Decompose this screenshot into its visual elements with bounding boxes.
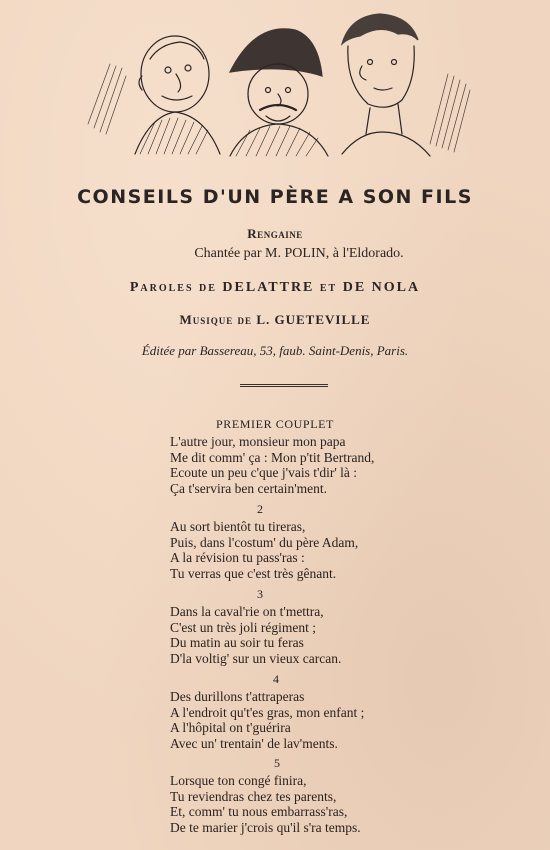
verse-line: Avec un' trentain' de lav'ments.: [170, 735, 338, 751]
verse-4: [170, 689, 490, 751]
verse-1: [170, 434, 490, 496]
verse-5: [170, 773, 490, 835]
verse-3: [170, 604, 490, 666]
verse-line: Tu verras que c'est très gênant.: [170, 565, 337, 581]
publisher-credit: Éditée par Bassereau, 53, faub. Saint-Denis, Paris.: [141, 343, 409, 358]
performer-credit: Chantée par M. POLIN, à l'Eldorado.: [194, 246, 404, 261]
verse-line: Des durillons t'attraperas: [170, 689, 305, 704]
verse-line: Tu reviendras chez tes parents,: [170, 788, 337, 804]
verse-number: 3: [257, 587, 263, 601]
verse-number: 2: [257, 502, 263, 516]
lyrics-credit: Paroles de DELATTRE et DE NOLA: [129, 280, 421, 295]
verse-line: A l'endroit qu't'es gras, mon enfant ;: [170, 704, 365, 720]
song-title: CONSEILS D'UN PÈRE A SON FILS: [77, 186, 473, 208]
verse-2: [170, 519, 490, 581]
verse-line: Puis, dans l'costum' du père Adam,: [170, 534, 359, 550]
verse-line: Et, comm' tu nous embarrass'ras,: [170, 804, 348, 820]
verse-number: 4: [273, 672, 279, 686]
verse-line: Ça t'servira ben certain'ment.: [170, 480, 328, 496]
verse-line: Dans la caval'rie on t'mettra,: [170, 604, 324, 619]
verse-line: Ecoute un peu c'que j'vais t'dir' là :: [170, 465, 358, 481]
music-credit: Musique de L. GUETEVILLE: [179, 312, 371, 327]
section-divider: [240, 384, 328, 387]
verse-number: 5: [274, 756, 280, 770]
verse-line: Du matin au soir tu feras: [170, 635, 304, 651]
verse-line: A l'hôpital on t'guérira: [170, 720, 291, 736]
song-genre: Rengaine: [247, 226, 303, 241]
caricature-illustration-icon: [80, 4, 480, 162]
verse-line: De te marier j'crois qu'il s'ra temps.: [170, 819, 361, 835]
verse-line: C'est un très joli régiment ;: [170, 619, 317, 635]
verse-line: A la révision tu pass'ras :: [170, 550, 305, 566]
verse-line: Au sort bientôt tu tireras,: [170, 519, 306, 534]
verse-heading: PREMIER COUPLET: [215, 417, 334, 431]
verse-line: L'autre jour, monsieur mon papa: [170, 434, 346, 449]
verse-line: Me dit comm' ça : Mon p'tit Bertrand,: [170, 449, 375, 465]
verse-line: Lorsque ton congé finira,: [170, 773, 307, 788]
verse-line: D'la voltig' sur un vieux carcan.: [170, 650, 342, 666]
